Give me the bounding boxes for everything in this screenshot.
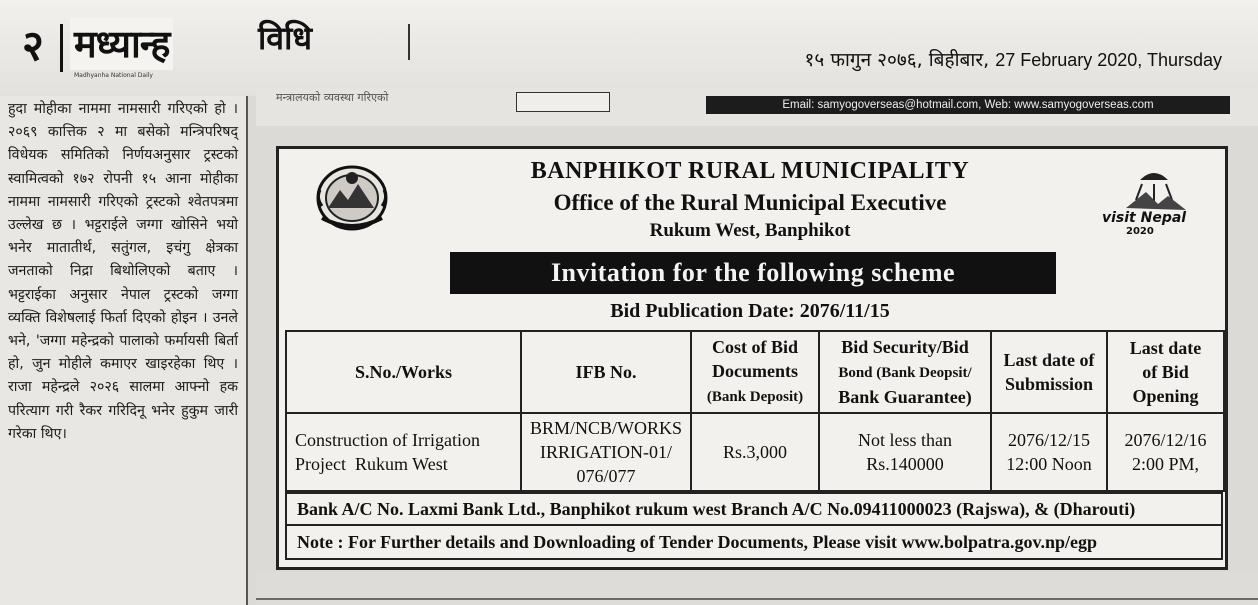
cell-works — [286, 413, 521, 491]
header-submission-line2: Submission — [1004, 374, 1094, 394]
cell-cost: Rs.3,000 — [691, 413, 819, 491]
visit-nepal-logo — [1096, 160, 1208, 240]
security-line1: Not less than — [858, 430, 952, 450]
bottom-rule — [256, 598, 1258, 600]
bid-publication-date: Bid Publication Date: 2076/11/15 — [610, 300, 890, 322]
adjacent-ad-box — [516, 92, 610, 112]
office-name: Office of the Rural Municipal Executive — [553, 190, 947, 215]
bank-account-line: Bank A/C No. Laxmi Bank Ltd., Banphikot rukum west Branch A/C No.09411000023 (Rajswa), & (Dharouti) — [285, 492, 1223, 526]
works-line1: Construction of Irrigation — [295, 430, 480, 450]
cell-security — [819, 413, 991, 491]
office-location: Rukum West, Banphikot — [649, 220, 851, 241]
header-opening-line1: Last date — [1129, 338, 1202, 358]
adjacent-ad-partial-text: मन्त्रालयको व्यवस्था गरिएको — [276, 91, 389, 104]
submission-time: 12:00 Noon — [1006, 454, 1092, 474]
header-ifb: IFB No. — [521, 331, 691, 413]
bottom-margin — [256, 572, 1258, 605]
security-line2: Rs.140000 — [866, 454, 944, 474]
works-line2: Project Rukum West — [295, 454, 448, 474]
header-security — [819, 331, 991, 413]
newspaper-tagline: Madhyanha National Daily — [74, 72, 153, 79]
article-column — [0, 96, 248, 605]
cell-submission — [991, 413, 1107, 491]
header-cost — [691, 331, 819, 413]
date-english: 27 February 2020, Thursday — [995, 50, 1222, 70]
visit-nepal-year: 2020 — [1126, 226, 1154, 237]
header-opening-line3: Opening — [1132, 386, 1199, 406]
bid-schedule-table — [285, 330, 1225, 492]
section-divider — [408, 24, 410, 60]
masthead-divider — [60, 24, 63, 72]
header-opening — [1107, 331, 1224, 413]
opening-time: 2:00 PM, — [1131, 454, 1200, 474]
submission-date: 2076/12/15 — [1007, 430, 1090, 450]
table-header-row — [286, 331, 1224, 413]
header-cost-line2: Documents — [712, 361, 798, 381]
header-security-line3: Bank Guarantee) — [838, 387, 972, 407]
adjacent-ad-contact: Email: samyogoverseas@hotmail.com, Web: www.samyogoverseas.com — [706, 96, 1230, 114]
newspaper-name: मध्यान्ह — [70, 18, 173, 70]
header-security-line1: Bid Security/Bid — [841, 337, 969, 357]
ifb-line3: 076/077 — [576, 466, 636, 486]
invitation-banner: Invitation for the following scheme — [450, 252, 1056, 294]
opening-date: 2076/12/16 — [1124, 430, 1207, 450]
visit-nepal-text: visit Nepal — [1102, 210, 1187, 226]
header-submission — [991, 331, 1107, 413]
header-submission-line1: Last date of — [1003, 350, 1095, 370]
cell-opening — [1107, 413, 1224, 491]
ifb-line2: IRRIGATION-01/ — [540, 442, 672, 462]
date-nepali: १५ फागुन २०७६, बिहीबार, — [804, 49, 990, 71]
note-line: Note : For Further details and Downloading of Tender Documents, Please visit www.bolpatra.gov.np/egp — [285, 526, 1223, 560]
cell-ifb — [521, 413, 691, 491]
header-works: S.No./Works — [286, 331, 521, 413]
municipality-name: BANPHIKOT RURAL MUNICIPALITY — [530, 158, 970, 184]
page-number: २ — [22, 21, 44, 70]
header-security-line2: Bond (Bank Deopsit/ — [838, 365, 972, 381]
header-cost-line3: (Bank Deposit) — [706, 389, 804, 405]
publication-date — [805, 46, 1222, 72]
header-cost-line1: Cost of Bid — [711, 337, 798, 357]
ifb-line1: BRM/NCB/WORKS — [529, 418, 683, 438]
header-opening-line2: of Bid — [1142, 362, 1189, 382]
section-title: विधि — [258, 19, 313, 57]
article-text: हुदा मोहीका नाममा नामसारी गरिएको हो । २०६९ कात्तिक २ मा बसेको मन्त्रिपरिषद् विधेयक समितिको निर्णयअनुसार ट्रस्टको स्वामित्वको १७२ रोपनी १५ आना मोहीका नाममा नामसारी गरिएको ट्रस्टको श्वेतपत्रमा उल्लेख छ । भट्टराईले जग्गा खोसिने भयो भनेर मातातीर्थ, सतुंगल, इचंगु क्षेत्रका जनताको निद्रा बिथोलिएको बताए । भट्टराईका अनुसार नेपाल ट्रस्टको जग्गा व्यक्ति विशेषलाई फिर्ता दिएको होइन । उनले भने, 'जग्गा महेन्द्रको पालाको फर्मायसी बिर्ता हो, जुन मोहीले कमाएर खाइरहेका थिए । राजा महेन्द्रले २०२६ सालमा आफ्नो हक परित्याग गरी रैकर गरिदिनू भनेर हुकुम जारी गरेका थिए। — [8, 101, 238, 442]
nepal-emblem-icon — [312, 160, 392, 234]
table-row — [286, 413, 1224, 491]
